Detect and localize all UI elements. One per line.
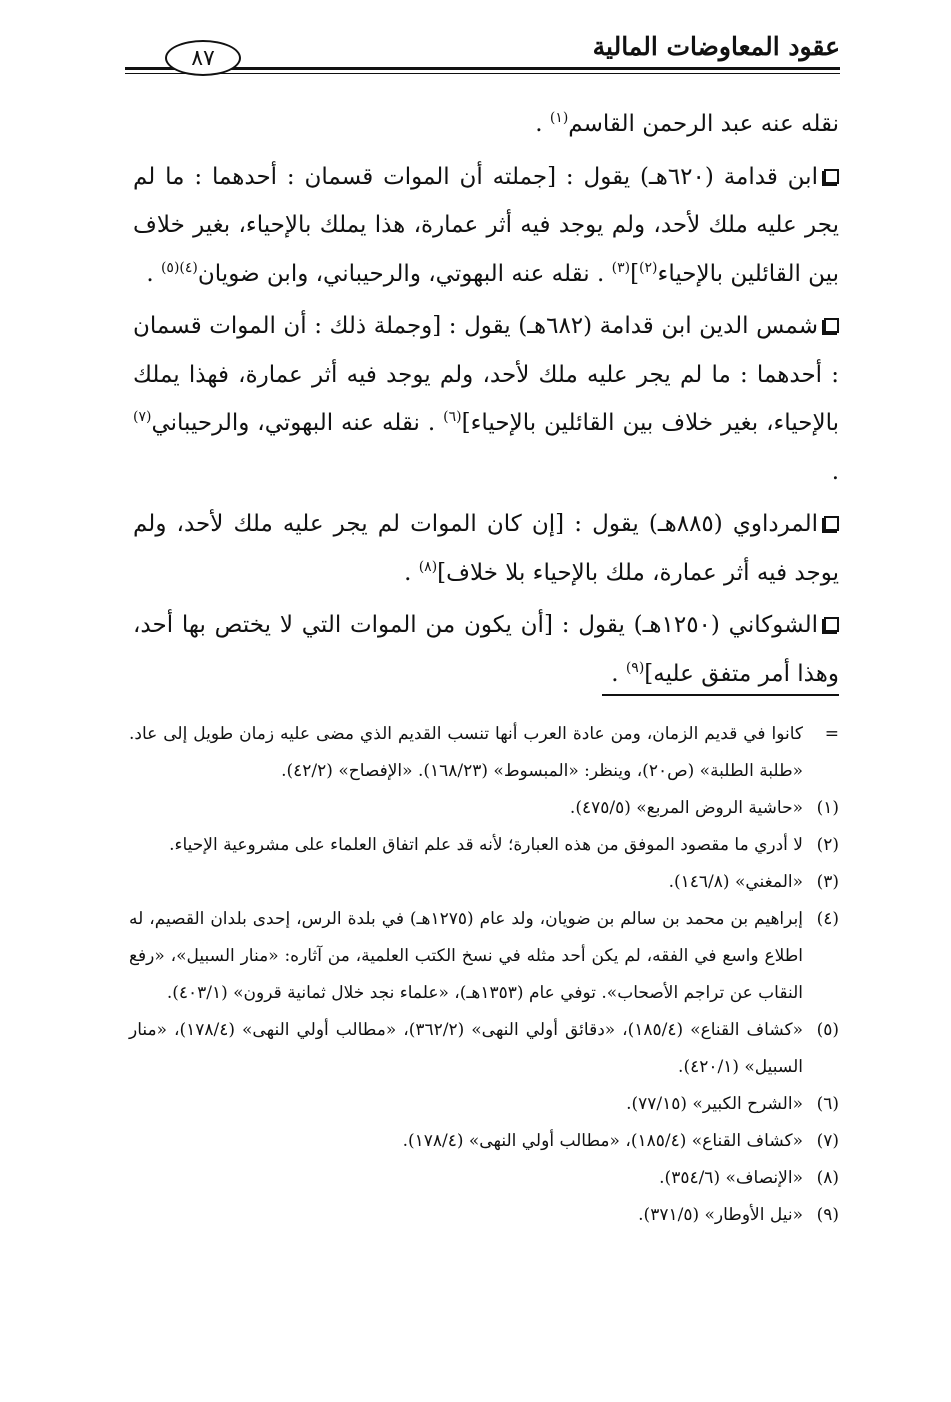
footnote-number: (٢): [816, 835, 839, 855]
paragraph-2-bracket: ]: [630, 260, 640, 287]
box-bullet-icon: [824, 169, 839, 184]
footnote-ref: (٤)(٥): [160, 259, 198, 276]
footnote-8: [129, 1160, 839, 1197]
footnote-number: (٥): [816, 1020, 839, 1040]
paragraph-1-text: نقله عنه عبد الرحمن القاسم: [568, 111, 839, 137]
main-text: [133, 100, 839, 702]
footnote-6: [129, 1086, 839, 1123]
paragraph-2-text-2: . نقله عنه البهوتي، والرحيباني، وابن ضويان: [197, 260, 612, 287]
footnote-ref: (٦): [443, 409, 462, 425]
footnote-ref: (٨): [418, 558, 438, 575]
footnote-text: إبراهيم بن محمد بن سالم بن ضويان، ولد عام (١٢٧٥هـ) في بلدة الرس، إحدى بلدان القصيم، له اطلاع واسع في الفقه، لم يكن أحد مثله في نسخ الكتب العلمية، من آثاره: «منار السبيل»، «رفع النقاب عن تراجم الأصحاب». توفي عام (١٣٥٣هـ)، «علماء نجد خلال ثمانية قرون» (٤٠٣/١).: [129, 909, 803, 1003]
footnote-1: [129, 790, 839, 827]
footnote-number: (٩): [816, 1205, 839, 1225]
footnote-text: «كشاف القناع» (١٨٥/٤)، «دقائق أولي النهى» (٣٦٢/٢)، «مطالب أولي النهى» (١٧٨/٤)، «منار السبيل» (٤٢٠/١).: [129, 1020, 803, 1077]
footnote-text: لا أدري ما مقصود الموفق من هذه العبارة؛ لأنه قد علم اتفاق العلماء على مشروعية الإحياء.: [169, 835, 803, 855]
footnote-continuation-mark: =: [824, 724, 839, 744]
footnote-ref: (١): [549, 110, 569, 126]
box-bullet-icon: [824, 318, 839, 333]
footnote-number: (٨): [816, 1168, 839, 1188]
footnote-separator: [602, 694, 839, 696]
footnote-text: «حاشية الروض المربع» (٤٧٥/٥).: [569, 798, 803, 818]
page-number: ٨٧: [191, 45, 215, 71]
page-header: [125, 20, 840, 80]
footnote-ref: (٩): [625, 659, 645, 676]
paragraph-1: [133, 100, 839, 149]
paragraph-3-text: شمس الدين ابن قدامة (٦٨٢هـ) يقول : [وجملة ذلك : أن الموات قسمان : أحدهما : ما لم يجر عليه ملك لأحد، ولم يوجد فيه أثر عمارة، فهذا يملك بالإحياء، بغير خلاف بين القائلين بالإحياء]: [133, 313, 839, 436]
footnote-ref: (٣): [611, 259, 631, 276]
footnote-7: [129, 1123, 839, 1160]
footnote-ref: (٢): [639, 259, 658, 276]
footnote-5: [129, 1012, 839, 1086]
footnote-ref: (٧): [133, 409, 152, 425]
footnote-text: «نيل الأوطار» (٣٧١/٥).: [638, 1205, 803, 1225]
paragraph-3: [133, 302, 839, 496]
footnote-text: «المغني» (١٤٦/٨).: [668, 872, 803, 892]
footnote-text: «الشرح الكبير» (٧٧/١٥).: [626, 1094, 803, 1114]
footnote-3: [129, 864, 839, 901]
paragraph-2-text: ابن قدامة (٦٢٠هـ) يقول : [جملته أن الموات قسمان : أحدهما : ما لم يجر عليه ملك لأحد، ولم يوجد فيه أثر عمارة، هذا يملك بالإحياء، بغير خلاف بين القائلين بالإحياء: [133, 163, 839, 287]
paragraph-3-text-2: . نقله عنه البهوتي، والرحيباني: [151, 410, 444, 436]
box-bullet-icon: [824, 516, 839, 531]
footnote-number: (٣): [816, 872, 839, 892]
paragraph-4-text: المرداوي (٨٨٥هـ) يقول : [إن كان الموات لم يجر عليه ملك لأحد، ولم يوجد فيه أثر عمارة، ملك بالإحياء بلا خلاف]: [133, 511, 839, 586]
paragraph-4: [133, 500, 839, 597]
footnote-text: «كشاف القناع» (١٨٥/٤)، «مطالب أولي النهى» (١٧٨/٤).: [402, 1131, 803, 1151]
paragraph-5-end: .: [611, 660, 626, 687]
paragraph-2-end: .: [146, 260, 161, 287]
paragraph-5: [133, 601, 839, 698]
paragraph-1-end: .: [535, 111, 550, 137]
footnote-2: [129, 827, 839, 864]
paragraph-4-end: .: [404, 559, 419, 586]
footnote-continuation: [129, 716, 839, 790]
footnote-number: (١): [816, 798, 839, 818]
paragraph-3-end: .: [831, 458, 839, 485]
footnote-9: [129, 1197, 839, 1234]
footnote-number: (٤): [816, 909, 839, 929]
footnote-4: [129, 901, 839, 1012]
box-bullet-icon: [824, 617, 839, 632]
footnote-number: (٦): [816, 1094, 839, 1114]
footnotes: [129, 716, 839, 1234]
paragraph-2: [133, 153, 839, 299]
footnote-text: «الإنصاف» (٣٥٤/٦).: [659, 1168, 803, 1188]
footnote-text: كانوا في قديم الزمان، ومن عادة العرب أنها تنسب القديم الذي مضى عليه زمان طويل إلى عاد. «طلبة الطلبة» (ص٢٠)، وينظر: «المبسوط» (١٦٨/٢٣). «الإفصاح» (٤٢/٢).: [129, 724, 803, 781]
book-title: عقود المعاوضات المالية: [592, 32, 840, 61]
header-rule-thin: [125, 73, 840, 74]
footnote-number: (٧): [816, 1131, 839, 1151]
paragraph-5-text: الشوكاني (١٢٥٠هـ) يقول : [أن يكون من الموات التي لا يختص بها أحد، وهذا أمر متفق عليه]: [133, 612, 839, 687]
page-number-oval: [165, 40, 241, 76]
